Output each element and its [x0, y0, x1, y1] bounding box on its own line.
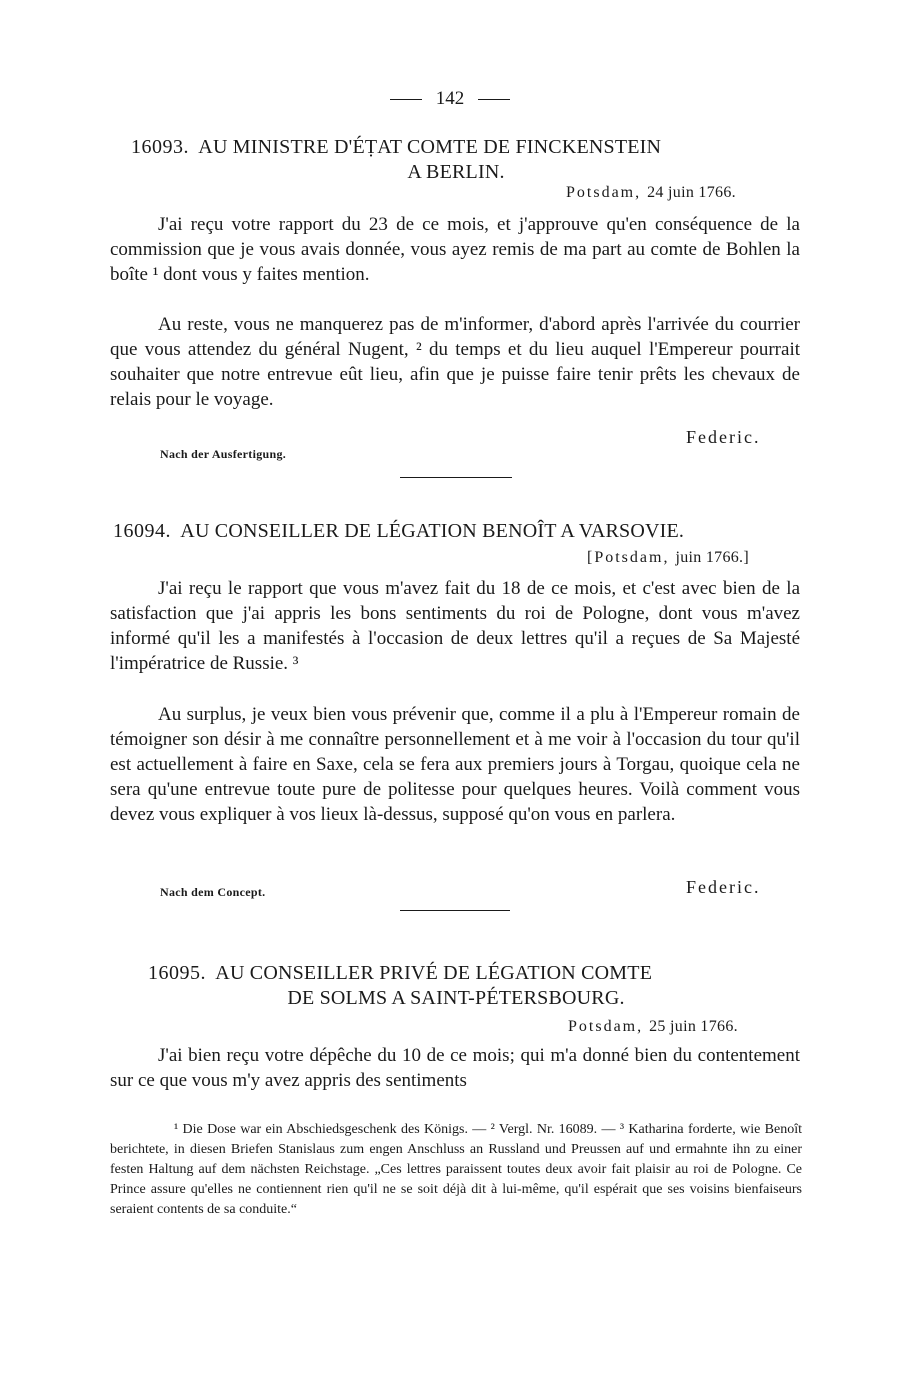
letter-date: 24 juin 1766.	[647, 184, 736, 201]
letter-heading	[113, 520, 684, 543]
letter-recipient: AU MINISTRE D'ÉṬAT COMTE DE FINCKENSTEIN	[198, 136, 662, 158]
letter-heading	[148, 962, 652, 985]
paragraph: J'ai reçu le rapport que vous m'avez fait du 18 de ce mois, et c'est avec bien de la satisfaction que j'ai appris les bons sentiments du roi de Pologne, dont vous m'avez informé qu'il les a manifestés à l'occasion de deux lettres qu'il a reçues de Sa Majesté l'impératrice de Russie. ³	[110, 578, 800, 674]
letter-date: 25 juin 1766.	[649, 1018, 738, 1035]
letter-heading	[131, 136, 661, 159]
letter-number: 16093.	[131, 136, 189, 158]
letter-heading-line2: DE SOLMS A SAINT-PÉTERSBOURG.	[287, 987, 625, 1009]
letter-heading-line2: A BERLIN.	[407, 161, 505, 183]
letter-place: [Potsdam,	[587, 549, 670, 566]
paragraph: Au surplus, je veux bien vous prévenir que, comme il a plu à l'Empereur romain de témoigner son désir à me connaître personnellement et à me voir à l'occasion du tour qu'il est actuellement à faire en Saxe, cela se fera aux premiers jours à Torgau, quoique cela ne sera qu'une entrevue toute pure de politesse pour quelques heures. Voilà comment vous devez vous expliquer à vos lieux là-dessus, supposé qu'on vous en parlera.	[110, 704, 800, 825]
dash-left	[390, 99, 422, 100]
dash-right	[478, 99, 510, 100]
source-note: Nach dem Concept.	[160, 885, 266, 899]
letter-place-date	[566, 184, 736, 202]
paragraph: J'ai reçu votre rapport du 23 de ce mois, et j'approuve qu'en conséquence de la commission que je vous avais donnée, vous ayez remis de ma part au comte de Bohlen la boîte ¹ dont vous y faites mention.	[110, 214, 800, 285]
letter-place-date	[587, 549, 749, 567]
letter-place-date	[568, 1018, 738, 1036]
source-note: Nach der Ausfertigung.	[160, 447, 287, 461]
page-number-text: 142	[435, 88, 465, 109]
letter-recipient: AU CONSEILLER DE LÉGATION BENOÎT A VARSOVIE.	[180, 520, 685, 542]
separator-rule	[400, 910, 510, 911]
letter-date: juin 1766.]	[675, 549, 749, 566]
letter-recipient: AU CONSEILLER PRIVÉ DE LÉGATION COMTE	[215, 962, 653, 984]
footnotes: ¹ Die Dose war ein Abschiedsgeschenk des Königs. — ² Vergl. Nr. 16089. — ³ Katharina forderte, wie Benoît berichtete, in diesen Briefen Stanislaus zum engen Anschluss an Russland und Preussen auf und ermahnte ihn zu einer festen Haltung auf dem nächsten Reichstage. „Ces lettres paraissent toutes deux avoir fait plaisir au roi de Pologne. Ce Prince assure qu'elles ne contiennent rien qu'il ne se soit déjà dit à lui-même, qu'il espérait que ses voisins bienfaiseurs seraient contents de sa conduite.“	[110, 1122, 802, 1217]
paragraph: Au reste, vous ne manquerez pas de m'informer, d'abord après l'arrivée du courrier que vous attendez du général Nugent, ² du temps et du lieu auquel l'Empereur pourrait souhaiter que notre entrevue eût lieu, afin que je puisse faire tenir prêts les chevaux de relais pour le voyage.	[110, 314, 800, 410]
signature: Federic.	[686, 427, 761, 447]
letter-place: Potsdam,	[568, 1018, 644, 1035]
letter-number: 16095.	[148, 962, 206, 984]
page-number	[0, 88, 900, 110]
letter-number: 16094.	[113, 520, 171, 542]
paragraph: J'ai bien reçu votre dépêche du 10 de ce mois; qui m'a donné bien du contentement sur ce que vous m'y avez appris des sentiments	[110, 1045, 800, 1091]
letter-place: Potsdam,	[566, 184, 642, 201]
separator-rule	[400, 477, 512, 478]
signature: Federic.	[686, 877, 761, 897]
